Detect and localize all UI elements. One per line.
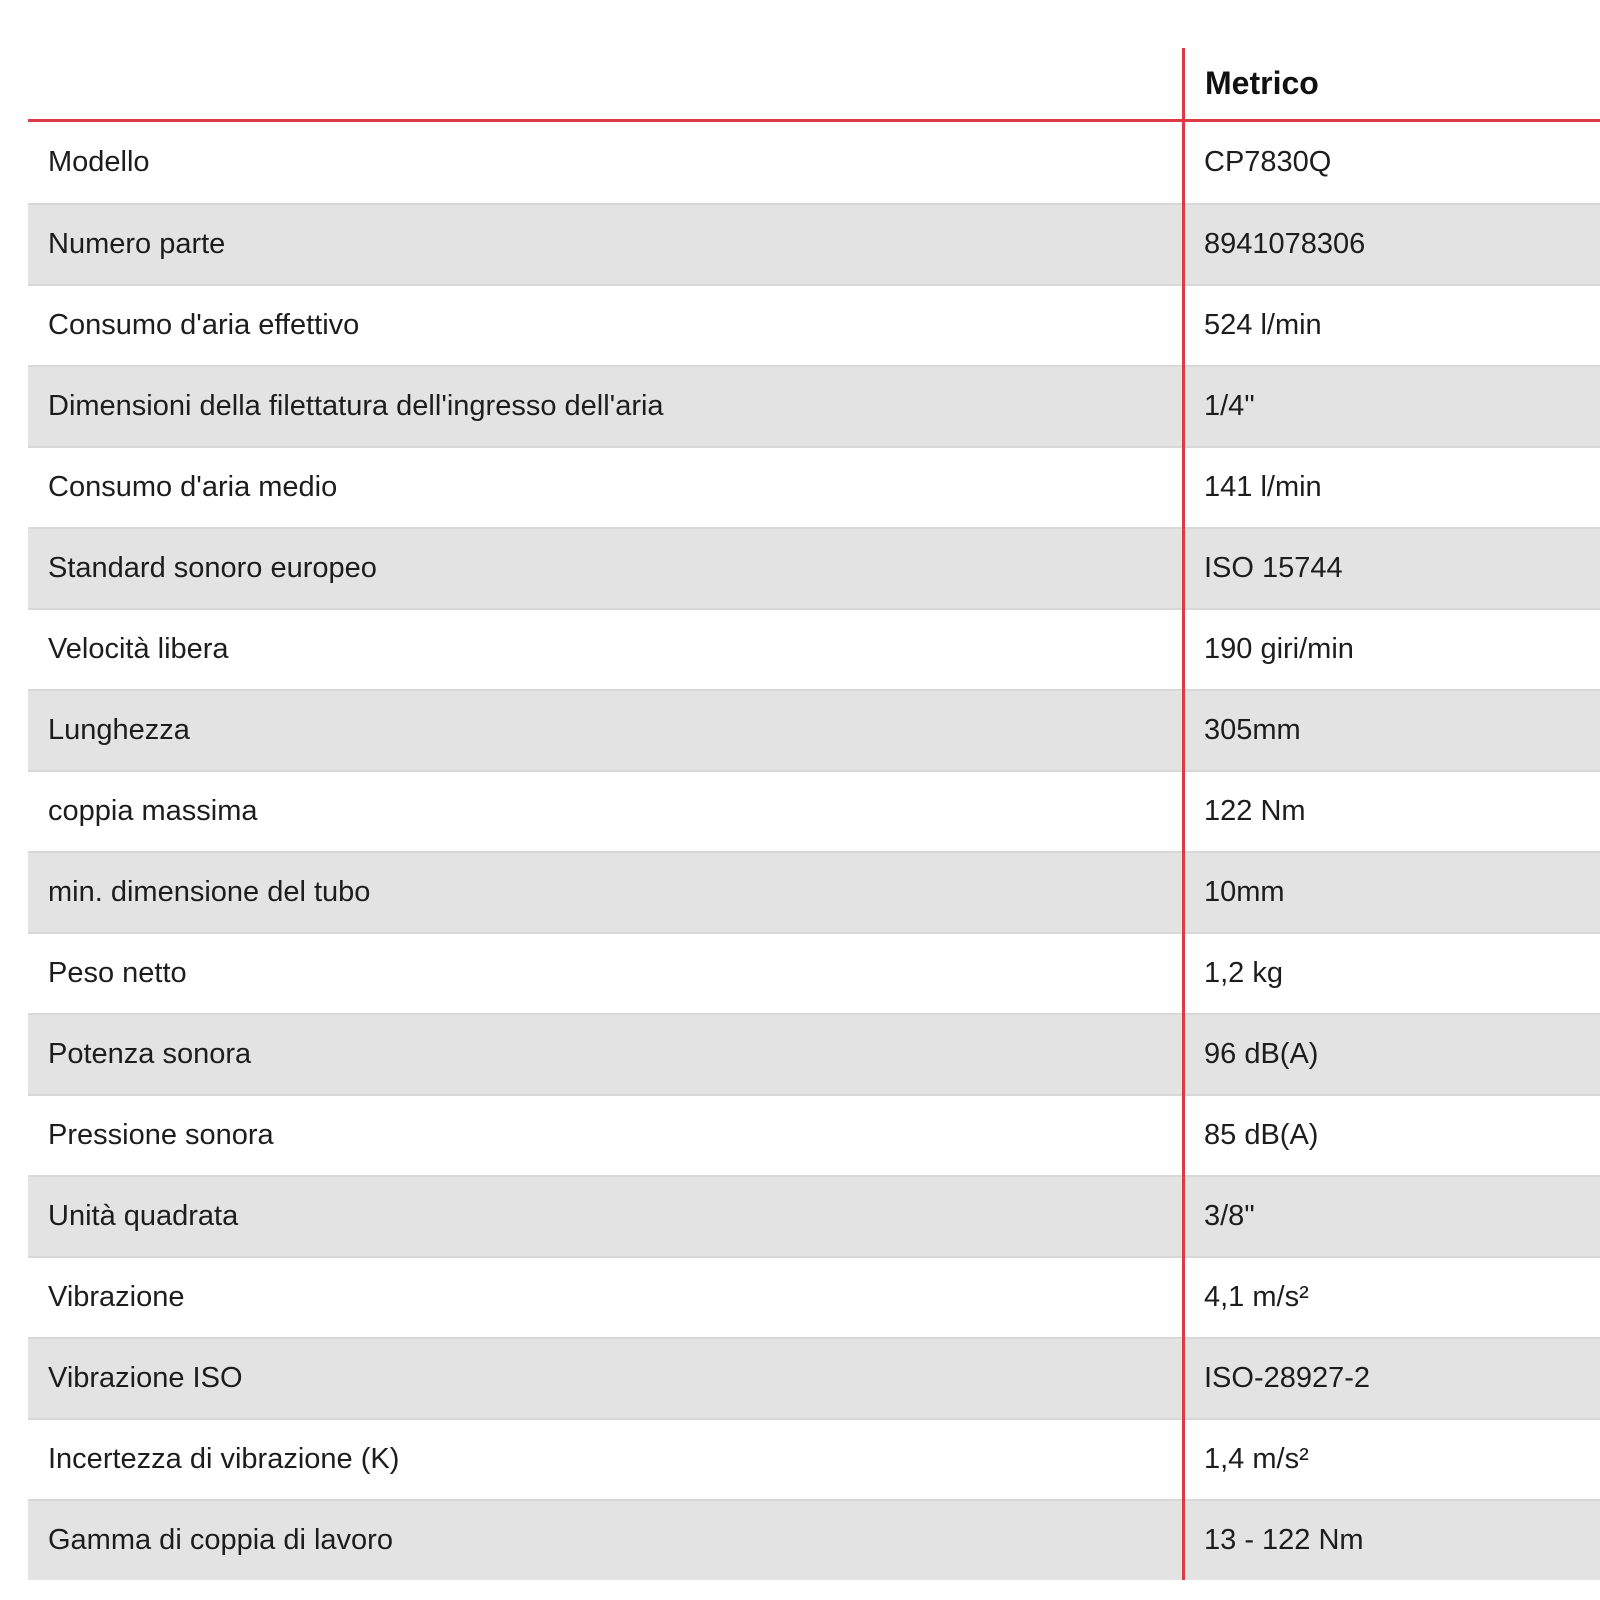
table-row xyxy=(28,1499,1600,1580)
spec-table xyxy=(28,48,1600,1580)
column-header-metrico: Metrico xyxy=(1205,65,1319,101)
table-row xyxy=(28,284,1600,365)
row-value: 3/8" xyxy=(1204,1200,1255,1232)
row-value: 4,1 m/s² xyxy=(1204,1281,1309,1313)
table-row xyxy=(28,932,1600,1013)
row-label: Consumo d'aria effettivo xyxy=(48,309,360,341)
column-divider-line xyxy=(1182,48,1185,1580)
table-row xyxy=(28,770,1600,851)
row-label: Incertezza di vibrazione (K) xyxy=(48,1443,400,1475)
row-value: 141 l/min xyxy=(1204,471,1322,503)
row-label: Vibrazione ISO xyxy=(48,1362,243,1394)
row-label: Dimensioni della filettatura dell'ingresso dell'aria xyxy=(48,390,664,422)
row-value: 96 dB(A) xyxy=(1204,1038,1319,1070)
row-value: CP7830Q xyxy=(1204,146,1332,178)
row-label: Modello xyxy=(48,146,150,178)
row-label: Vibrazione xyxy=(48,1281,185,1313)
row-value: 13 - 122 Nm xyxy=(1204,1524,1364,1556)
row-label: Consumo d'aria medio xyxy=(48,471,338,503)
row-label: Pressione sonora xyxy=(48,1119,274,1151)
row-label: Lunghezza xyxy=(48,714,190,746)
row-value: 10mm xyxy=(1204,876,1285,908)
table-row xyxy=(28,1013,1600,1094)
row-label: Standard sonoro europeo xyxy=(48,552,377,584)
table-row xyxy=(28,203,1600,284)
table-row xyxy=(28,1418,1600,1499)
row-label: Potenza sonora xyxy=(48,1038,252,1070)
row-value: 85 dB(A) xyxy=(1204,1119,1319,1151)
row-value: 122 Nm xyxy=(1204,795,1306,827)
row-label: Numero parte xyxy=(48,228,226,260)
table-row xyxy=(28,1256,1600,1337)
table-header-row xyxy=(28,48,1600,119)
table-row xyxy=(28,1337,1600,1418)
row-value: 8941078306 xyxy=(1204,228,1366,260)
row-label: Velocità libera xyxy=(48,633,229,665)
table-row xyxy=(28,851,1600,932)
table-row xyxy=(28,365,1600,446)
table-row xyxy=(28,122,1600,203)
row-value: 1/4" xyxy=(1204,390,1255,422)
row-value: 1,2 kg xyxy=(1204,957,1283,989)
table-row xyxy=(28,608,1600,689)
row-label: Unità quadrata xyxy=(48,1200,239,1232)
row-value: 190 giri/min xyxy=(1204,633,1354,665)
table-row xyxy=(28,446,1600,527)
table-body xyxy=(28,122,1600,1580)
row-value: 1,4 m/s² xyxy=(1204,1443,1309,1475)
table-row xyxy=(28,1175,1600,1256)
table-row xyxy=(28,689,1600,770)
table-row xyxy=(28,527,1600,608)
row-value: 305mm xyxy=(1204,714,1301,746)
row-value: 524 l/min xyxy=(1204,309,1322,341)
row-label: Gamma di coppia di lavoro xyxy=(48,1524,393,1556)
row-value: ISO-28927-2 xyxy=(1204,1362,1371,1394)
row-label: coppia massima xyxy=(48,795,258,827)
row-value: ISO 15744 xyxy=(1204,552,1343,584)
row-label: Peso netto xyxy=(48,957,187,989)
row-label: min. dimensione del tubo xyxy=(48,876,371,908)
table-row xyxy=(28,1094,1600,1175)
